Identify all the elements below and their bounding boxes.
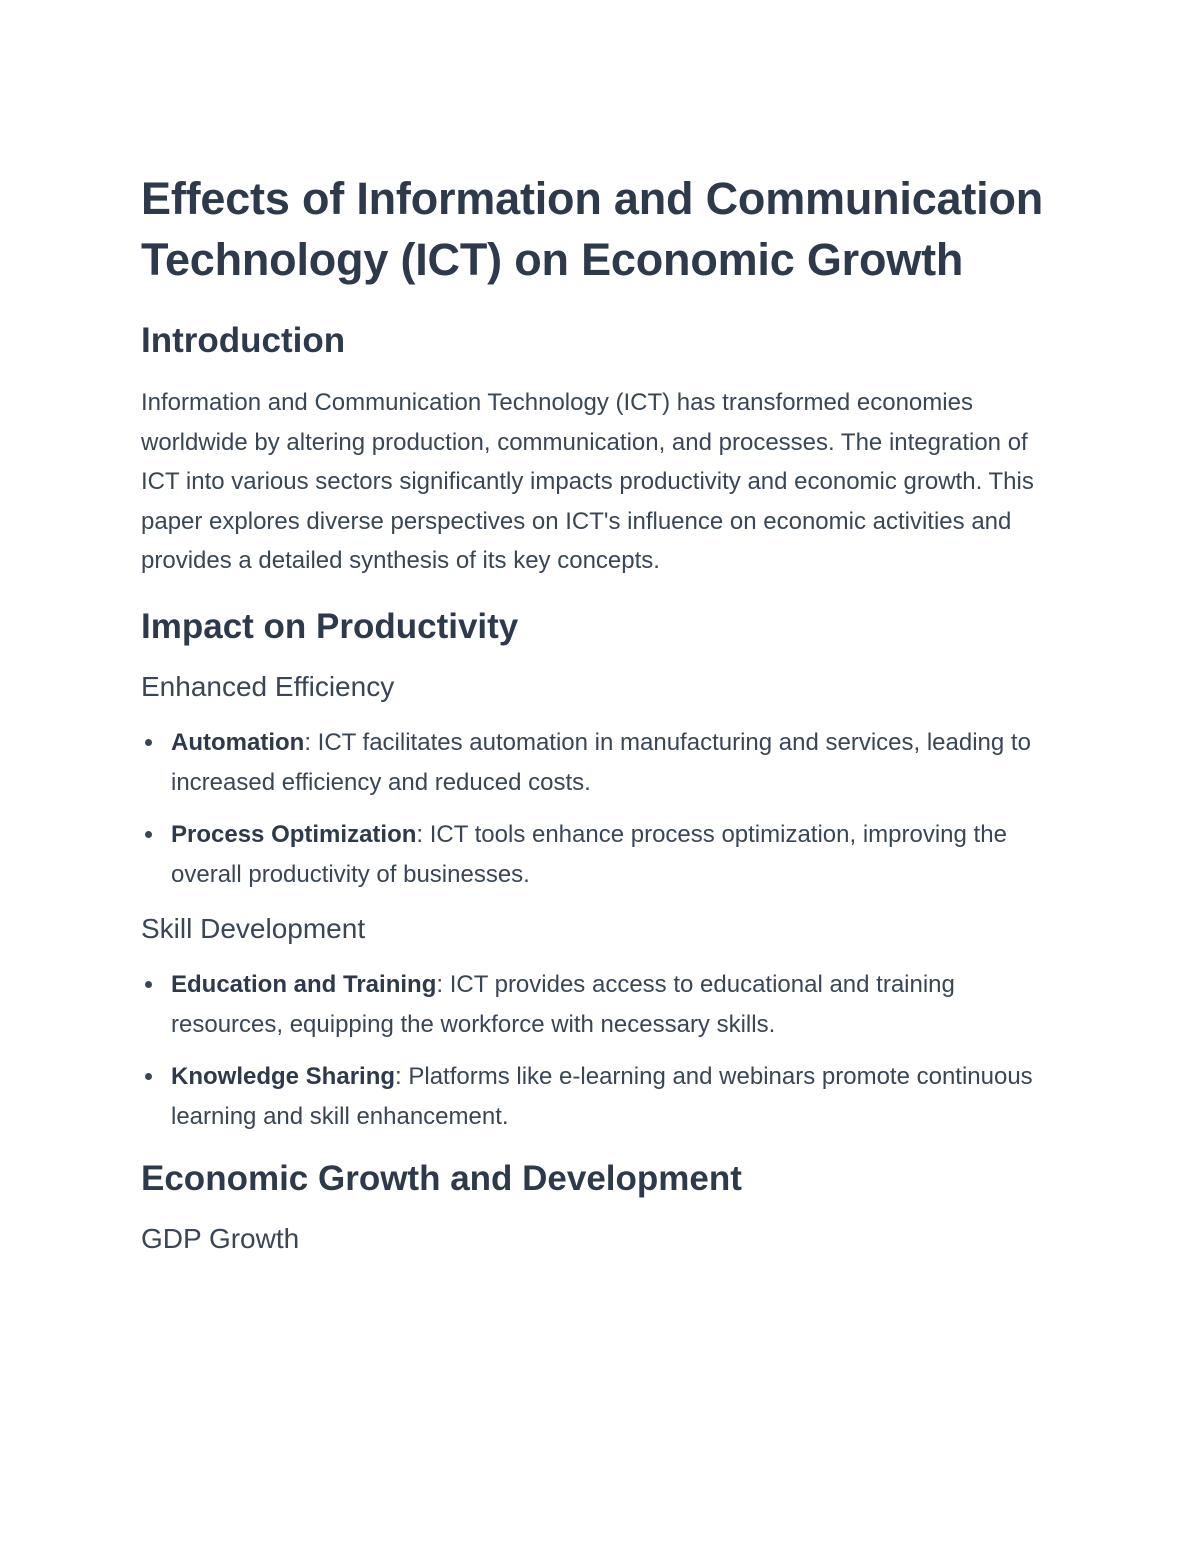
list-item [141, 723, 1061, 803]
efficiency-list [141, 723, 1061, 895]
bullet-icon [145, 739, 152, 746]
list-item [141, 1057, 1061, 1137]
bullet-icon [145, 831, 152, 838]
bullet-icon [145, 1073, 152, 1080]
list-item-term: Automation [171, 728, 305, 756]
subheading-skill-development: Skill Development [141, 912, 366, 944]
section-introduction [141, 319, 1061, 581]
heading-introduction: Introduction [141, 321, 346, 360]
list-item-term: Education and Training [171, 970, 437, 998]
section-impact-on-productivity [141, 605, 1061, 1137]
section-economic-growth [141, 1157, 1061, 1257]
list-item [141, 815, 1061, 895]
document-title: Effects of Information and Communication Technology (ICT) on Economic Growth [141, 173, 1044, 285]
introduction-paragraph: Information and Communication Technology (ICT) has transformed economies worldwide by altering production, communication, and processes. The integration of ICT into various sectors significantly impacts productivity and economic growth. This paper explores diverse perspectives on ICT's influence on economic activities and provides a detailed synthesis of its key concepts. [141, 389, 1034, 575]
list-item-text: : ICT tools enhance process optimization, improving the overall productivity of businesses. [171, 820, 1007, 888]
subheading-enhanced-efficiency: Enhanced Efficiency [141, 670, 395, 702]
list-item-text: : ICT facilitates automation in manufacturing and services, leading to increased efficiency and reduced costs. [171, 728, 1031, 796]
list-item [141, 965, 1061, 1045]
skills-list [141, 965, 1061, 1137]
subheading-gdp-growth: GDP Growth [141, 1222, 300, 1254]
list-item-term: Knowledge Sharing [171, 1062, 396, 1090]
document-page [141, 168, 1061, 1275]
list-item-text: : ICT provides access to educational and training resources, equipping the workforce with necessary skills. [171, 970, 955, 1038]
heading-economic-growth: Economic Growth and Development [141, 1158, 742, 1198]
bullet-icon [145, 981, 152, 988]
list-item-term: Process Optimization [171, 820, 417, 848]
heading-impact-on-productivity: Impact on Productivity [141, 606, 519, 646]
list-item-text: : Platforms like e-learning and webinars promote continuous learning and skill enhancement. [171, 1062, 1033, 1130]
